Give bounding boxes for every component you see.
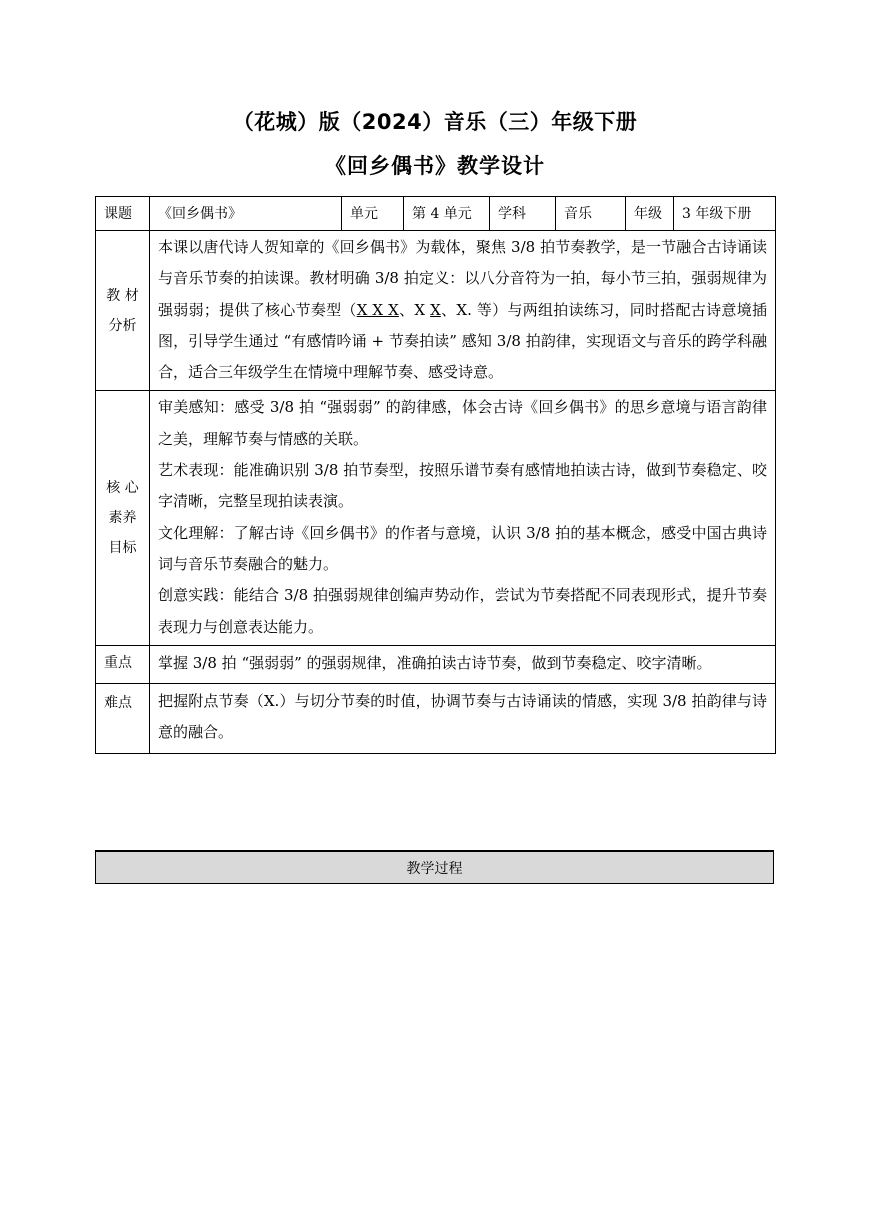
teaching-process-header: 教学过程	[95, 850, 774, 884]
rhythm-separator: 、	[398, 300, 415, 319]
key-point-label: 重点	[96, 645, 150, 683]
goals-text	[150, 391, 776, 645]
topic-value: 《回乡偶书》	[150, 197, 342, 231]
grade-value: 3 年级下册	[674, 197, 776, 231]
unit-label: 单元	[342, 197, 404, 231]
goals-label-line3: 目标	[108, 540, 137, 557]
analysis-label-line1: 教 材	[106, 287, 139, 304]
analysis-row	[96, 231, 776, 391]
info-row	[96, 197, 776, 231]
subject-label: 学科	[490, 197, 556, 231]
key-point-row	[96, 645, 776, 683]
goal-cultural: 文化理解：了解古诗《回乡偶书》的作者与意境，认识 3/8 拍的基本概念，感受中国古典诗词与音乐节奏融合的魅力。	[158, 523, 767, 573]
analysis-label-line2: 分析	[108, 317, 137, 334]
document-subtitle: 《回乡偶书》教学设计	[325, 154, 545, 178]
goal-aesthetic: 审美感知：感受 3/8 拍 “强弱弱” 的韵律感，体会古诗《回乡偶书》的思乡意境与语言韵律之美，理解节奏与情感的关联。	[158, 398, 767, 448]
document-title: （花城）版（2024）音乐（三）年级下册	[232, 110, 638, 134]
goal-artistic: 艺术表现：能准确识别 3/8 拍节奏型，按照乐谱节奏有感情地拍读古诗，做到节奏稳定、咬字清晰，完整呈现拍读表演。	[158, 461, 767, 511]
analysis-text-after: 、X. 等）与两组拍读练习，同时搭配古诗意境插图，引导学生通过 “有感情吟诵 + 节奏拍读” 感知 3/8 拍韵律，实现语文与音乐的跨学科融合，适合三年级学生在情境中理解节奏、感受诗意。	[158, 300, 767, 382]
subject-value: 音乐	[556, 197, 626, 231]
goals-label-line2: 素养	[108, 510, 137, 527]
rhythm-pattern-2a: X	[414, 300, 431, 319]
lesson-plan-table	[95, 196, 776, 754]
analysis-label	[96, 231, 150, 391]
goal-creative: 创意实践：能结合 3/8 拍强弱规律创编声势动作，尝试为节奏搭配不同表现形式，提升节奏表现力与创意表达能力。	[158, 586, 767, 636]
goals-row	[96, 391, 776, 645]
grade-label: 年级	[626, 197, 674, 231]
rhythm-pattern-2b: X	[430, 300, 441, 319]
key-point-text: 掌握 3/8 拍 “强弱弱” 的强弱规律，准确拍读古诗节奏，做到节奏稳定、咬字清晰。	[150, 645, 776, 683]
analysis-text	[150, 231, 776, 391]
difficulty-row	[96, 684, 776, 754]
difficulty-label: 难点	[96, 684, 150, 754]
goals-label	[96, 391, 150, 645]
goals-label-line1: 核 心	[106, 480, 139, 497]
topic-label: 课题	[96, 197, 150, 231]
unit-value: 第 4 单元	[404, 197, 490, 231]
difficulty-text: 把握附点节奏（X.）与切分节奏的时值，协调节奏与古诗诵读的情感，实现 3/8 拍韵律与诗意的融合。	[150, 684, 776, 754]
analysis-text-before: 本课以唐代诗人贺知章的《回乡偶书》为载体，聚焦 3/8 拍节奏教学，是一节融合古诗诵读与音乐节奏的拍读课。教材明确 3/8 拍定义：以八分音符为一拍，每小节三拍，强弱规律为强弱弱；提供了核心节奏型（	[158, 238, 767, 319]
rhythm-pattern-1: X X X	[356, 300, 399, 319]
